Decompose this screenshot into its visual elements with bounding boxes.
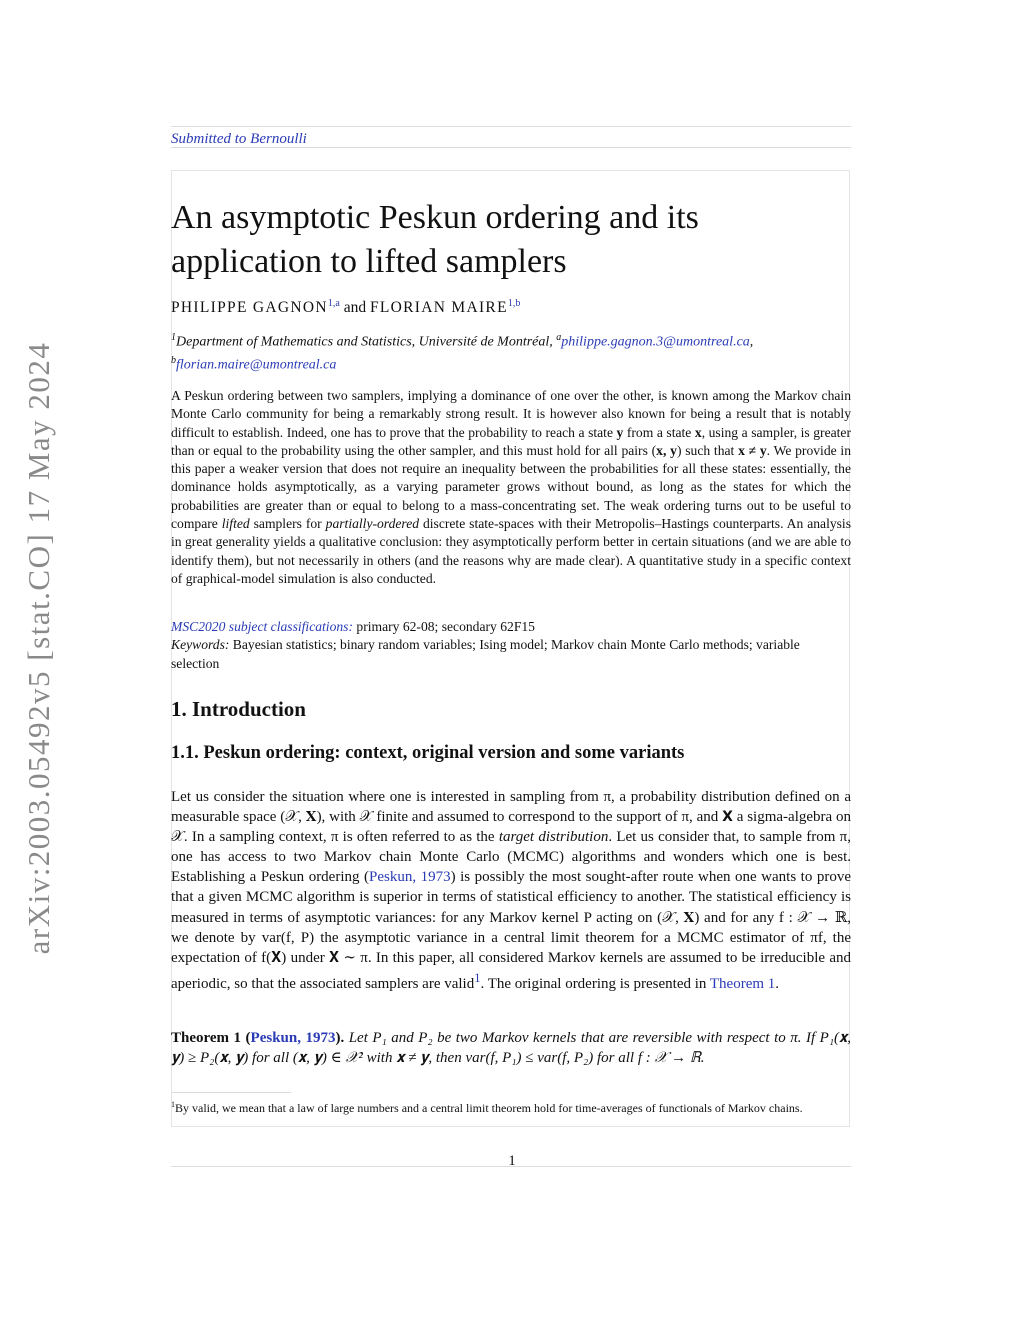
email-link-b[interactable]: florian.maire@umontreal.ca	[176, 357, 337, 373]
footnote-mark: 1	[171, 1100, 175, 1109]
theorem-ref-link[interactable]: Theorem 1	[709, 975, 776, 992]
abstract-text: from a state	[623, 424, 695, 440]
affil-sup-b: b	[171, 354, 176, 366]
footnote-link[interactable]: 1	[474, 970, 481, 985]
intro-math: 𝒳, 𝐗	[285, 809, 317, 826]
abstract-text: samplers for	[249, 516, 326, 532]
theorem-label: Theorem 1 (	[171, 1030, 251, 1046]
footnote-text: By valid, we mean that a law of large numbers and a central limit theorem hold for time-averages of functionals of Markov chains.	[175, 1101, 803, 1115]
intro-text: Let us consider the situation where one is interested in sampling from π, a probability distribution defined on a measurable space (	[171, 789, 851, 826]
page-number: 1	[508, 1153, 516, 1169]
affil-dept: Department of Mathematics and Statistics, Université de Montréal,	[176, 334, 557, 350]
keywords-value: Bayesian statistics; binary random variables; Ising model; Markov chain Monte Carlo methods; variable selection	[171, 637, 800, 671]
intro-text: .	[775, 975, 780, 992]
intro-text: ) is possibly the most sought-after route when one wants to prove that a given MCMC algorithm is superior in terms of statistical efficiency to another. The statistical efficiency is measured in terms of asymptotic variances: for any Markov kernel P acting on (𝒳, 𝐗) and for any f : 𝒳 → ℝ, we denote by var(f, P) the asymptotic variance in a central limit theorem for a MCMC estimator of πf, the expectation of f(𝐗) under 𝐗 ∼ π. In this paper, all considered Markov kernels are assumed to be irreducible and aperiodic, so that the associated samplers are valid	[171, 869, 851, 992]
msc-link[interactable]: MSC2020 subject classifications:	[171, 619, 353, 634]
arxiv-id: arXiv:2003.05492v5 [stat.CO] 17 May 2024	[21, 341, 56, 954]
intro-text: ), with 𝒳 finite and assumed to correspond to the support of π, and	[316, 809, 723, 826]
abstract-emph: lifted	[221, 516, 250, 532]
author-1: PHILIPPE GAGNON	[171, 299, 328, 317]
affil-sup-1: 1	[171, 332, 176, 343]
footnote-rule	[171, 1092, 291, 1093]
intro-text: . The original ordering is presented in	[480, 975, 710, 992]
classification-block	[171, 618, 851, 673]
theorem-citation-link[interactable]: Peskun, 1973	[250, 1030, 336, 1046]
abstract-math: x ≠ y	[738, 442, 767, 458]
author-1-sup: 1,a	[327, 298, 340, 309]
footnote	[171, 1097, 851, 1116]
paper-title: An asymptotic Peskun ordering and its application to lifted samplers	[171, 199, 699, 280]
subsection-heading: 1.1. Peskun ordering: context, original version and some variants	[171, 743, 685, 763]
abstract-math: y	[616, 424, 624, 440]
msc-value: primary 62-08; secondary 62F15	[353, 619, 535, 634]
keywords-label: Keywords:	[171, 637, 230, 653]
author-and: and	[339, 299, 370, 317]
arxiv-margin-stamp	[14, 340, 64, 955]
abstract	[171, 387, 851, 588]
abstract-text: . We provide in this paper a weaker version that does not require an inequality between the probabilities for all these states: essentially, the dominance holds asymptotically, as a varying parameter grows without bound, as long as the states for which the probabilities are greater than or equal to belong to a mass-concentrating set. The weak ordering turns out to be useful to compare	[171, 442, 851, 532]
intro-emph: target distribution	[498, 829, 609, 846]
theorem-label-close: ).	[335, 1030, 345, 1046]
header-rule-bottom	[171, 147, 851, 148]
affil-sup-a: a	[556, 332, 562, 343]
intro-text: . Let us consider that, to sample from π, one has access to two Markov chain Monte Carlo (MCMC) algorithms and wonders which one is best. Establishing a Peskun ordering (	[171, 829, 851, 886]
abstract-math: x, y	[656, 442, 677, 458]
author-2: FLORIAN MAIRE	[369, 299, 508, 317]
author-line	[171, 298, 520, 317]
intro-text: a sigma-algebra on 𝒳. In a sampling context, π is often referred to as the	[171, 809, 852, 846]
journal-name: Submitted to Bernoulli	[171, 131, 307, 147]
email-link-a[interactable]: philippe.gagnon.3@umontreal.ca	[561, 334, 750, 350]
abstract-text: , using a sampler, is greater than or equal to the probability using the other sampler, and this must hold for all pairs (	[171, 424, 851, 458]
abstract-math: x	[694, 424, 702, 440]
section-heading: 1. Introduction	[171, 697, 306, 721]
citation-link[interactable]: Peskun, 1973	[369, 869, 451, 886]
header-rule-top	[171, 126, 851, 127]
abstract-text: discrete state-spaces with their Metropolis–Hastings counterparts. An analysis in great generality yields a qualitative conclusion: they asymptotically perform better in certain situations (and we are able to identify them), but not necessarily in others (and the reasons why are made clear). A quantitative study in a specific context of graphical-model simulation is also conducted.	[171, 516, 852, 586]
theorem-1	[171, 1028, 851, 1068]
affiliation	[171, 329, 851, 374]
intro-math: X	[722, 809, 733, 826]
theorem-body: Let P₁ and P₂ be two Markov kernels that are reversible with respect to π. If P₁(𝐱, 𝐲) ≥ P₂(𝐱, 𝐲) for all (𝐱, 𝐲) ∈ 𝒳² with 𝐱 ≠ 𝐲, then var(f, P₁) ≤ var(f, P₂) for all f : 𝒳 → ℝ.	[171, 1030, 852, 1066]
affil-comma: ,	[749, 334, 754, 350]
intro-paragraph	[171, 787, 851, 994]
abstract-text: ) such that	[676, 442, 739, 458]
abstract-emph: partially-ordered	[325, 516, 420, 532]
abstract-text: A Peskun ordering between two samplers, implying a dominance of one over the other, is known among the Markov chain Monte Carlo community for being a remarkably strong result. It is however also known for being a result that is notably difficult to establish. Indeed, one has to prove that the probability to reach a state	[171, 388, 851, 440]
author-2-sup: 1,b	[507, 298, 521, 309]
